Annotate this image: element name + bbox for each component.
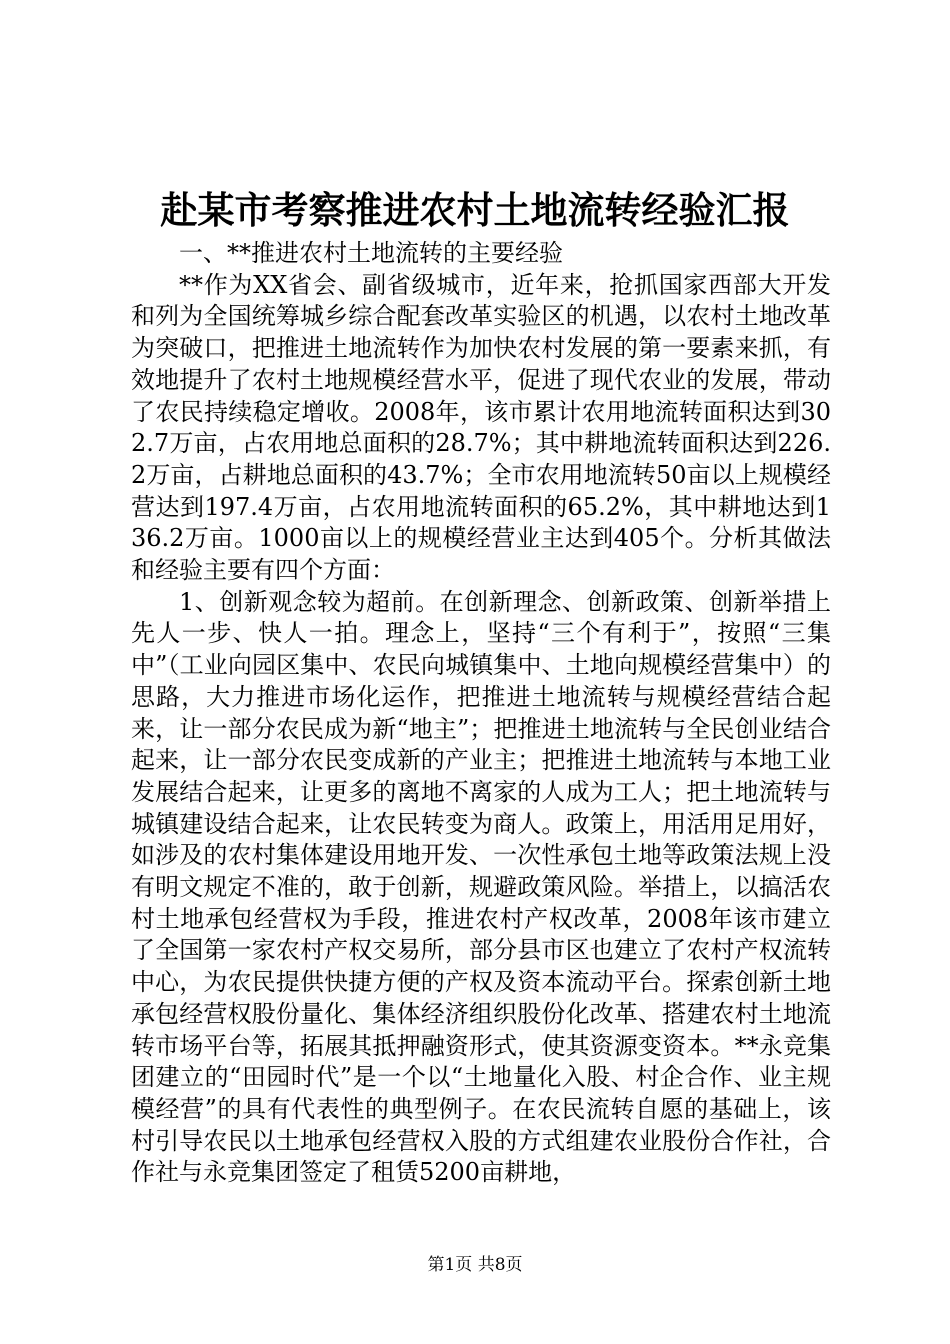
- section-heading: 一、**推进农村土地流转的主要经验: [179, 239, 563, 267]
- page-footer: 第1页 共8页: [427, 1255, 523, 1275]
- document-title: 赴某市考察推进农村土地流转经验汇报: [160, 188, 790, 232]
- document-body: [131, 238, 831, 1189]
- body-paragraph-2: 1、创新观念较为超前。在创新理念、创新政策、创新举措上先人一步、快人一拍。理念上，坚持“三个有利于”，按照“三集中”（工业向园区集中、农民向城镇集中、土地向规模经营集中）的思路，大力推进市场化运作，把推进土地流转与规模经营结合起来，让一部分农民成为新“地主”；把推进土地流转与全民创业结合起来，让一部分农民变成新的产业主；把推进土地流转与本地工业发展结合起来，让更多的离地不离家的人成为工人；把土地流转与城镇建设结合起来，让农民转变为商人。政策上，用活用足用好，如涉及的农村集体建设用地开发、一次性承包土地等政策法规上没有明文规定不准的，敢于创新，规避政策风险。举措上，以搞活农村土地承包经营权为手段，推进农村产权改革，2008年该市建立了全国第一家农村产权交易所，部分县市区也建立了农村产权流转中心，为农民提供快捷方便的产权及资本流动平台。探索创新土地承包经营权股份量化、集体经济组织股份化改革、搭建农村土地流转市场平台等，拓展其抵押融资形式，使其资源变资本。**永竞集团建立的“田园时代”是一个以“土地量化入股、村企合作、业主规模经营”的具有代表性的典型例子。在农民流转自愿的基础上，该村引导农民以土地承包经营权入股的方式组建农业股份合作社，合作社与永竞集团签定了租赁5200亩耕地，: [131, 587, 831, 1187]
- body-paragraph-1: **作为XX省会、副省级城市，近年来，抢抓国家西部大开发和列为全国统筹城乡综合配套改革实验区的机遇，以农村土地改革为突破口，把推进土地流转作为加快农村发展的第一要素来抓，有效地提升了农村土地规模经营水平，促进了现代农业的发展，带动了农民持续稳定增收。2008年，该市累计农用地流转面积达到302.7万亩，占农用地总面积的28.7%；其中耕地流转面积达到226.2万亩，占耕地总面积的43.7%；全市农用地流转50亩以上规模经营达到197.4万亩，占农用地流转面积的65.2%，其中耕地达到136.2万亩。1000亩以上的规模经营业主达到405个。分析其做法和经验主要有四个方面：: [131, 270, 831, 585]
